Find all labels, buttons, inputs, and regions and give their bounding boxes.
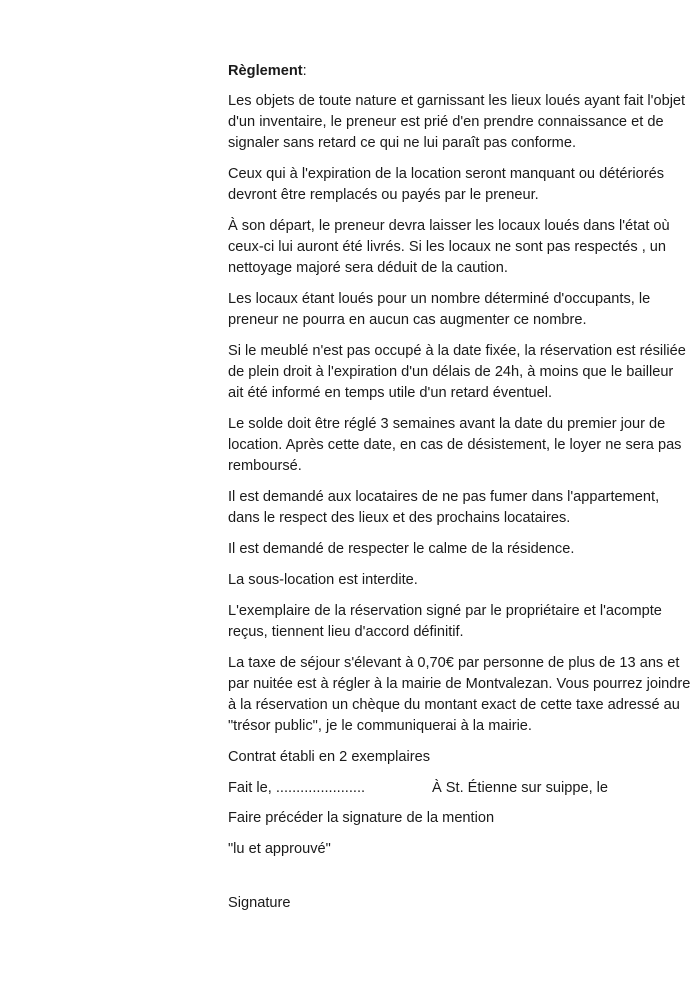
- text-line: remboursé.: [228, 458, 302, 474]
- paragraph-sous-location: [228, 570, 700, 591]
- text-line: location. Après cette date, en cas de désistement, le loyer ne sera pas: [228, 437, 682, 453]
- document-body: [228, 61, 700, 914]
- text-line: à la réservation un chèque du montant exact de cette taxe adressé au: [228, 697, 680, 713]
- text-line: La taxe de séjour s'élevant à 0,70€ par personne de plus de 13 ans et: [228, 655, 680, 671]
- text-line: À son départ, le preneur devra laisser les locaux loués dans l'état où: [228, 218, 670, 234]
- text-line: d'un inventaire, le preneur est prié d'en prendre connaissance et de: [228, 114, 664, 130]
- text-line: par nuitée est à régler à la mairie de Montvalezan. Vous pourrez joindre: [228, 676, 691, 692]
- text-line: reçus, tiennent lieu d'accord définitif.: [228, 624, 464, 640]
- paragraph-taxe-sejour: [228, 653, 700, 737]
- signature-label: Signature: [228, 895, 291, 911]
- signing-date-row: [228, 778, 700, 799]
- text-line: Ceux qui à l'expiration de la location seront manquant ou détériorés: [228, 166, 665, 182]
- paragraph-occupants: [228, 289, 700, 331]
- section-heading: [228, 61, 700, 82]
- paragraph-deteriorations: [228, 164, 700, 206]
- text-line: nettoyage majoré sera déduit de la caution.: [228, 260, 508, 276]
- text-line: Le solde doit être réglé 3 semaines avant la date du premier jour de: [228, 416, 666, 432]
- fait-le-text: Fait le, ......................: [228, 780, 366, 796]
- paragraph-fumer: [228, 487, 700, 529]
- text-line: ait été informé en temps utile d'un retard éventuel.: [228, 385, 553, 401]
- paragraph-exemplaires: [228, 747, 700, 768]
- text-line: Il est demandé de respecter le calme de la résidence.: [228, 541, 575, 557]
- text-line: La sous-location est interdite.: [228, 572, 418, 588]
- text-line: "lu et approuvé": [228, 841, 331, 857]
- text-line: "trésor public", je le communiquerai à la mairie.: [228, 718, 532, 734]
- text-line: Contrat établi en 2 exemplaires: [228, 749, 430, 765]
- mention-instruction: [228, 808, 700, 829]
- text-line: dans le respect des lieux et des prochains locataires.: [228, 510, 571, 526]
- paragraph-calme: [228, 539, 700, 560]
- text-line: Les locaux étant loués pour un nombre déterminé d'occupants, le: [228, 291, 651, 307]
- text-line: signaler sans retard ce qui ne lui paraît pas conforme.: [228, 135, 577, 151]
- place-text: À St. Étienne sur suippe, le: [432, 780, 609, 796]
- heading-suffix: :: [302, 63, 307, 79]
- text-line: preneur ne pourra en aucun cas augmenter ce nombre.: [228, 312, 587, 328]
- text-line: Il est demandé aux locataires de ne pas fumer dans l'appartement,: [228, 489, 660, 505]
- text-line: de plein droit à l'expiration d'un délais de 24h, à moins que le bailleur: [228, 364, 674, 380]
- text-line: L'exemplaire de la réservation signé par le propriétaire et l'acompte: [228, 603, 662, 619]
- text-line: devront être remplacés ou payés par le preneur.: [228, 187, 539, 203]
- text-line: Si le meublé n'est pas occupé à la date fixée, la réservation est résiliée: [228, 343, 686, 359]
- text-line: Faire précéder la signature de la mention: [228, 810, 495, 826]
- heading-title: Règlement: [228, 63, 303, 79]
- text-line: ceux-ci lui auront été livrés. Si les locaux ne sont pas respectés , un: [228, 239, 667, 255]
- mention-text: [228, 839, 700, 860]
- paragraph-solde: [228, 414, 700, 477]
- paragraph-inventaire: [228, 91, 700, 154]
- paragraph-accord: [228, 601, 700, 643]
- paragraph-depart: [228, 216, 700, 279]
- text-line: Les objets de toute nature et garnissant les lieux loués ayant fait l'objet: [228, 93, 686, 109]
- paragraph-resiliation: [228, 341, 700, 404]
